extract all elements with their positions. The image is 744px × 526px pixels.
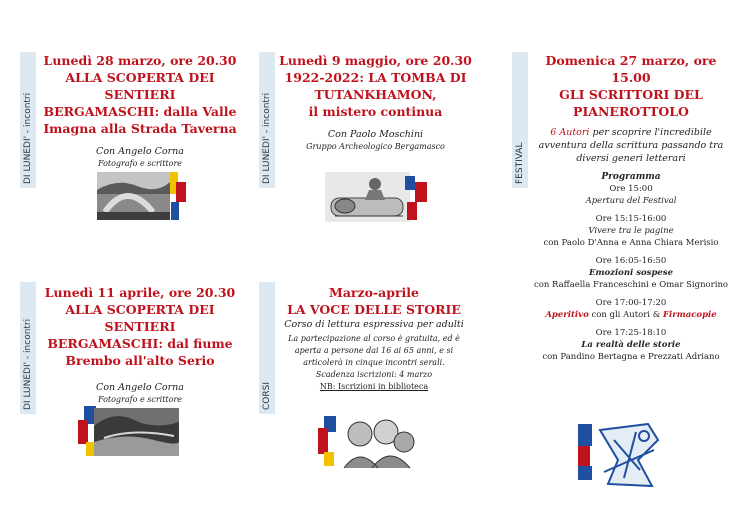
- panel5-body-line: aperta a persone dai 16 ai 65 anni, e si: [294, 346, 454, 355]
- program-time: Ore 15:00: [609, 184, 653, 194]
- tutankhamon-drawing: [325, 172, 410, 222]
- panel3-title-line: GLI SCRITTORI DEL: [559, 87, 703, 102]
- program-detail: Apertura del Festival: [585, 196, 677, 206]
- panel2-title-line: TUTANKHAMON,: [314, 87, 437, 102]
- program-title: Vivere tra le pagine: [588, 226, 674, 236]
- program-time: Ore 16:05-16:50: [595, 256, 667, 266]
- panel1-content: [40, 52, 240, 170]
- panel5-subtitle: Corso di lettura espressiva per adulti: [284, 319, 464, 330]
- panel1-tab: [20, 52, 36, 188]
- panel3-title-line: PIANEROTTOLO: [573, 104, 689, 119]
- panel1-date: Lunedì 28 marzo, ore 20.30: [43, 53, 237, 68]
- panel2-title-line: il mistero continua: [308, 104, 443, 119]
- panel5-tab-label: CORSI: [262, 382, 272, 410]
- program-title: Aperitivo: [545, 310, 589, 320]
- panel1-tab-label: DI LUNEDI' - incontri: [23, 92, 33, 184]
- panel1-title-line: BERGAMASCHI: dalla Valle: [43, 104, 237, 119]
- panel3-date: Domenica 27 marzo, ore 15.00: [545, 53, 717, 85]
- program-detail: con Raffaella Franceschini e Omar Signorino: [533, 280, 729, 290]
- program-detail: con Paolo D'Anna e Anna Chiara Merisio: [543, 238, 719, 248]
- panel5-body-line: Scadenza iscrizioni: 4 marzo: [315, 370, 433, 379]
- panel3-tab: [512, 52, 528, 188]
- bridge-photo: [97, 172, 170, 220]
- panel1-title-line: Imagna alla Strada Taverna: [43, 121, 237, 136]
- festival-logo: [578, 420, 670, 492]
- panel4-title-line: Brembo all'alto Serio: [65, 353, 215, 368]
- programma-heading: Programma: [601, 172, 661, 182]
- program-detail: con gli Autori &: [588, 310, 663, 320]
- panel2-title-line: 1922-2022: LA TOMBA DI: [284, 70, 467, 85]
- panel2-date: Lunedì 9 maggio, ore 20.30: [279, 53, 472, 68]
- program-title: Firmacopie: [662, 310, 717, 320]
- panel4-role: Fotografo e scrittore: [97, 395, 183, 404]
- panel3-intro: [528, 126, 734, 165]
- program-time: Ore 17:25-18:10: [595, 328, 667, 338]
- panel1-speaker: Con Angelo Corna: [96, 146, 184, 157]
- panel4-content: [40, 284, 240, 406]
- panel5-date: Marzo-aprile: [328, 285, 420, 300]
- panel1-title-line: ALLA SCOPERTA DEI SENTIERI: [65, 70, 215, 102]
- program-aperitivo-line: [528, 309, 734, 321]
- panel3-content: [528, 52, 734, 363]
- panel2-tab: [259, 52, 275, 188]
- color-blocks-decoration: [170, 170, 192, 222]
- program-title: La realtà delle storie: [581, 340, 681, 350]
- river-photo: [94, 408, 179, 456]
- program-detail: con Pandino Bertagna e Prezzati Adriano: [542, 352, 720, 362]
- panel1-role: Fotografo e scrittore: [97, 159, 183, 168]
- program-title: Emozioni sospese: [588, 268, 674, 278]
- panel3-tab-label: FESTIVAL: [515, 142, 525, 184]
- program-time: Ore 17:00-17:20: [595, 298, 667, 308]
- storytelling-illustration: [338, 412, 420, 470]
- panel3-intro-text: per scoprire l'incredibile avventura della scrittura passando tra diversi generi letterari: [538, 127, 724, 164]
- panel3-intro-highlight: 6 Autori: [550, 127, 590, 138]
- panel4-tab-label: DI LUNEDI' - incontri: [23, 318, 33, 410]
- panel5-body-line: La partecipazione al corso è gratuita, ed è: [288, 334, 460, 343]
- panel2-content: [278, 52, 473, 153]
- panel5-title: LA VOCE DELLE STORIE: [287, 302, 461, 317]
- panel4-tab: [20, 282, 36, 414]
- color-blocks-decoration: [405, 176, 431, 224]
- panel4-title-line: BERGAMASCHI: dal fiume: [47, 336, 233, 351]
- panel5-note: NB: Iscrizioni in biblioteca: [319, 382, 429, 391]
- panel5-body-line: articolerà in cinque incontri serali.: [303, 358, 445, 367]
- panel2-speaker: Con Paolo Moschini: [327, 129, 424, 140]
- panel4-date: Lunedì 11 aprile, ore 20.30: [44, 285, 236, 300]
- panel5-tab: [259, 282, 275, 414]
- panel4-title-line: ALLA SCOPERTA DEI SENTIERI: [65, 302, 215, 334]
- panel5-content: [278, 284, 470, 393]
- panel4-speaker: Con Angelo Corna: [96, 382, 184, 393]
- program-time: Ore 15:15-16:00: [595, 214, 667, 224]
- panel2-tab-label: DI LUNEDI' - incontri: [262, 92, 272, 184]
- panel2-role: Gruppo Archeologico Bergamasco: [306, 142, 445, 151]
